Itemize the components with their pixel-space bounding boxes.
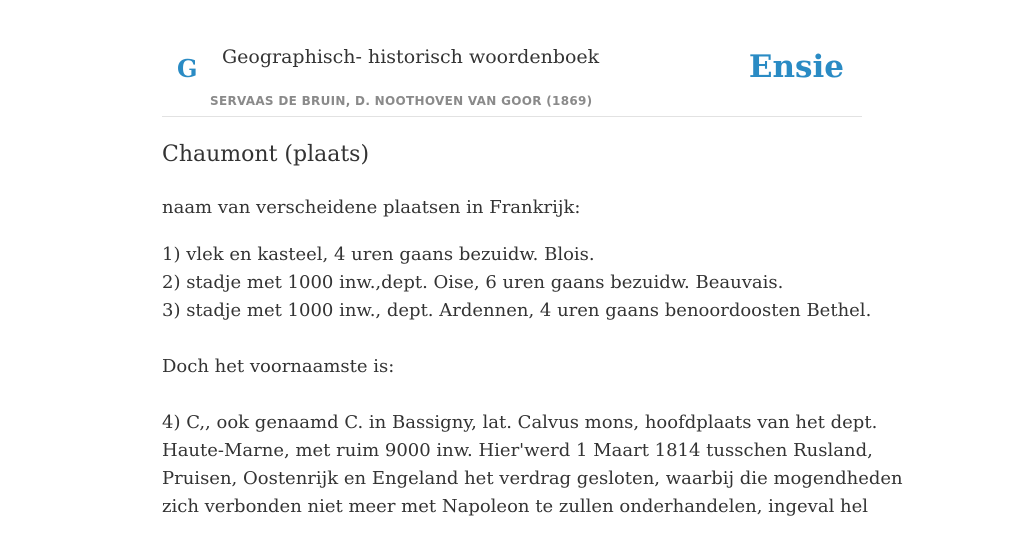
- entry-intro: naam van verscheidene plaatsen in Frankrijk:: [162, 197, 581, 218]
- entry-item: 3) stadje met 1000 inw., dept. Ardennen, 4 uren gaans benoordoosten Bethel.: [162, 300, 872, 321]
- entry-item-list: [162, 241, 903, 521]
- main-paragraph-line: Haute-Marne, met ruim 9000 inw. Hier'werd 1 Maart 1814 tusschen Rusland,: [162, 440, 873, 461]
- book-authors: SERVAAS DE BRUIN, D. NOOTHOVEN VAN GOOR (1869): [210, 94, 593, 108]
- brand-logo-link[interactable]: Ensie: [748, 49, 844, 85]
- line-break: [162, 325, 862, 353]
- main-paragraph-line: Pruisen, Oostenrijk en Engeland het verdrag gesloten, waarbij die mogendheden: [162, 468, 903, 489]
- main-paragraph-line: 4) C,, ook genaamd C. in Bassigny, lat. Calvus mons, hoofdplaats van het dept.: [162, 412, 878, 433]
- entry-content: [162, 140, 903, 540]
- entry-item: 1) vlek en kasteel, 4 uren gaans bezuidw. Blois.: [162, 244, 595, 265]
- main-paragraph-line: zich verbonden niet meer met Napoleon te zullen onderhandelen, ingeval hel: [162, 496, 869, 517]
- letter-index-icon[interactable]: G: [177, 54, 198, 83]
- entry-title: Chaumont (plaats): [162, 142, 370, 167]
- entry-item: 2) stadje met 1000 inw.,dept. Oise, 6 uren gaans bezuidw. Beauvais.: [162, 272, 784, 293]
- book-title[interactable]: Geographisch- historisch woordenboek: [222, 46, 600, 68]
- page-header: [162, 0, 862, 117]
- line-break: [162, 381, 862, 409]
- main-intro: Doch het voornaamste is:: [162, 356, 395, 377]
- entry-body: [162, 194, 903, 521]
